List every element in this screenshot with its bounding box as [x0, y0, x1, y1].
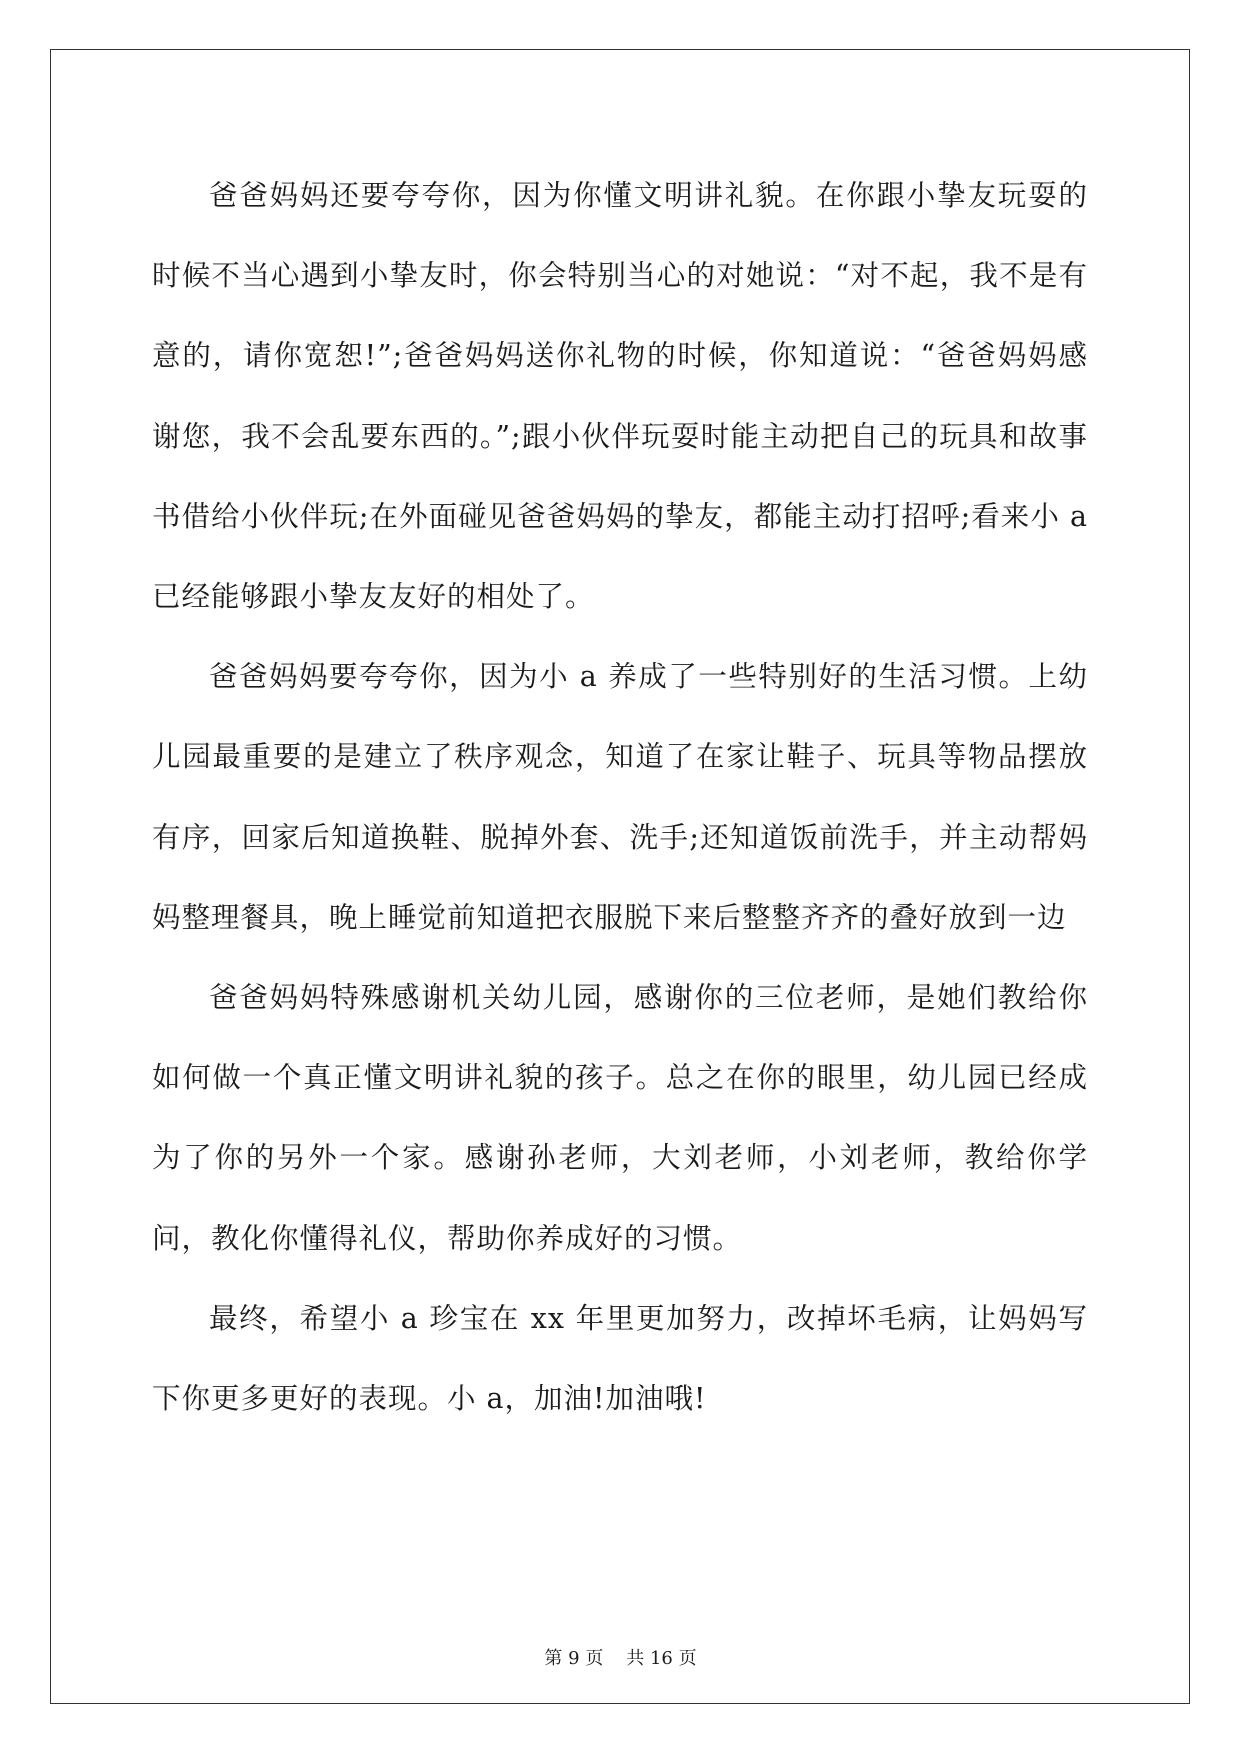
- page-footer: [0, 1644, 1241, 1670]
- paragraph: 爸爸妈妈要夸夸你，因为小 a 养成了一些特别好的生活习惯。上幼儿园最重要的是建立了秩序观念，知道了在家让鞋子、玩具等物品摆放有序，回家后知道换鞋、脱掉外套、洗手;还知道饭前洗手，并主动帮妈妈整理餐具，晚上睡觉前知道把衣服脱下来后整整齐齐的叠好放到一边: [152, 660, 1088, 934]
- paragraph: 爸爸妈妈还要夸夸你，因为你懂文明讲礼貌。在你跟小挚友玩耍的时候不当心遇到小挚友时，你会特别当心的对她说：“对不起，我不是有意的，请你宽恕!”;爸爸妈妈送你礼物的时候，你知道说：“爸爸妈妈感谢您，我不会乱要东西的。”;跟小伙伴玩耍时能主动把自己的玩具和故事书借给小伙伴玩;在外面碰见爸爸妈妈的挚友，都能主动打招呼;看来小 a 已经能够跟小挚友友好的相处了。: [152, 179, 1088, 614]
- paragraph: 爸爸妈妈特殊感谢机关幼儿园，感谢你的三位老师，是她们教给你如何做一个真正懂文明讲礼貌的孩子。总之在你的眼里，幼儿园已经成为了你的另外一个家。感谢孙老师，大刘老师，小刘老师，教给你学问，教化你懂得礼仪，帮助你养成好的习惯。: [152, 981, 1088, 1255]
- document-body: [152, 156, 1088, 1439]
- page-total: 共 16 页: [626, 1648, 697, 1669]
- page-number: 第 9 页: [544, 1648, 604, 1669]
- paragraph: 最终，希望小 a 珍宝在 xx 年里更加努力，改掉坏毛病，让妈妈写下你更多更好的表现。小 a，加油!加油哦!: [152, 1301, 1088, 1416]
